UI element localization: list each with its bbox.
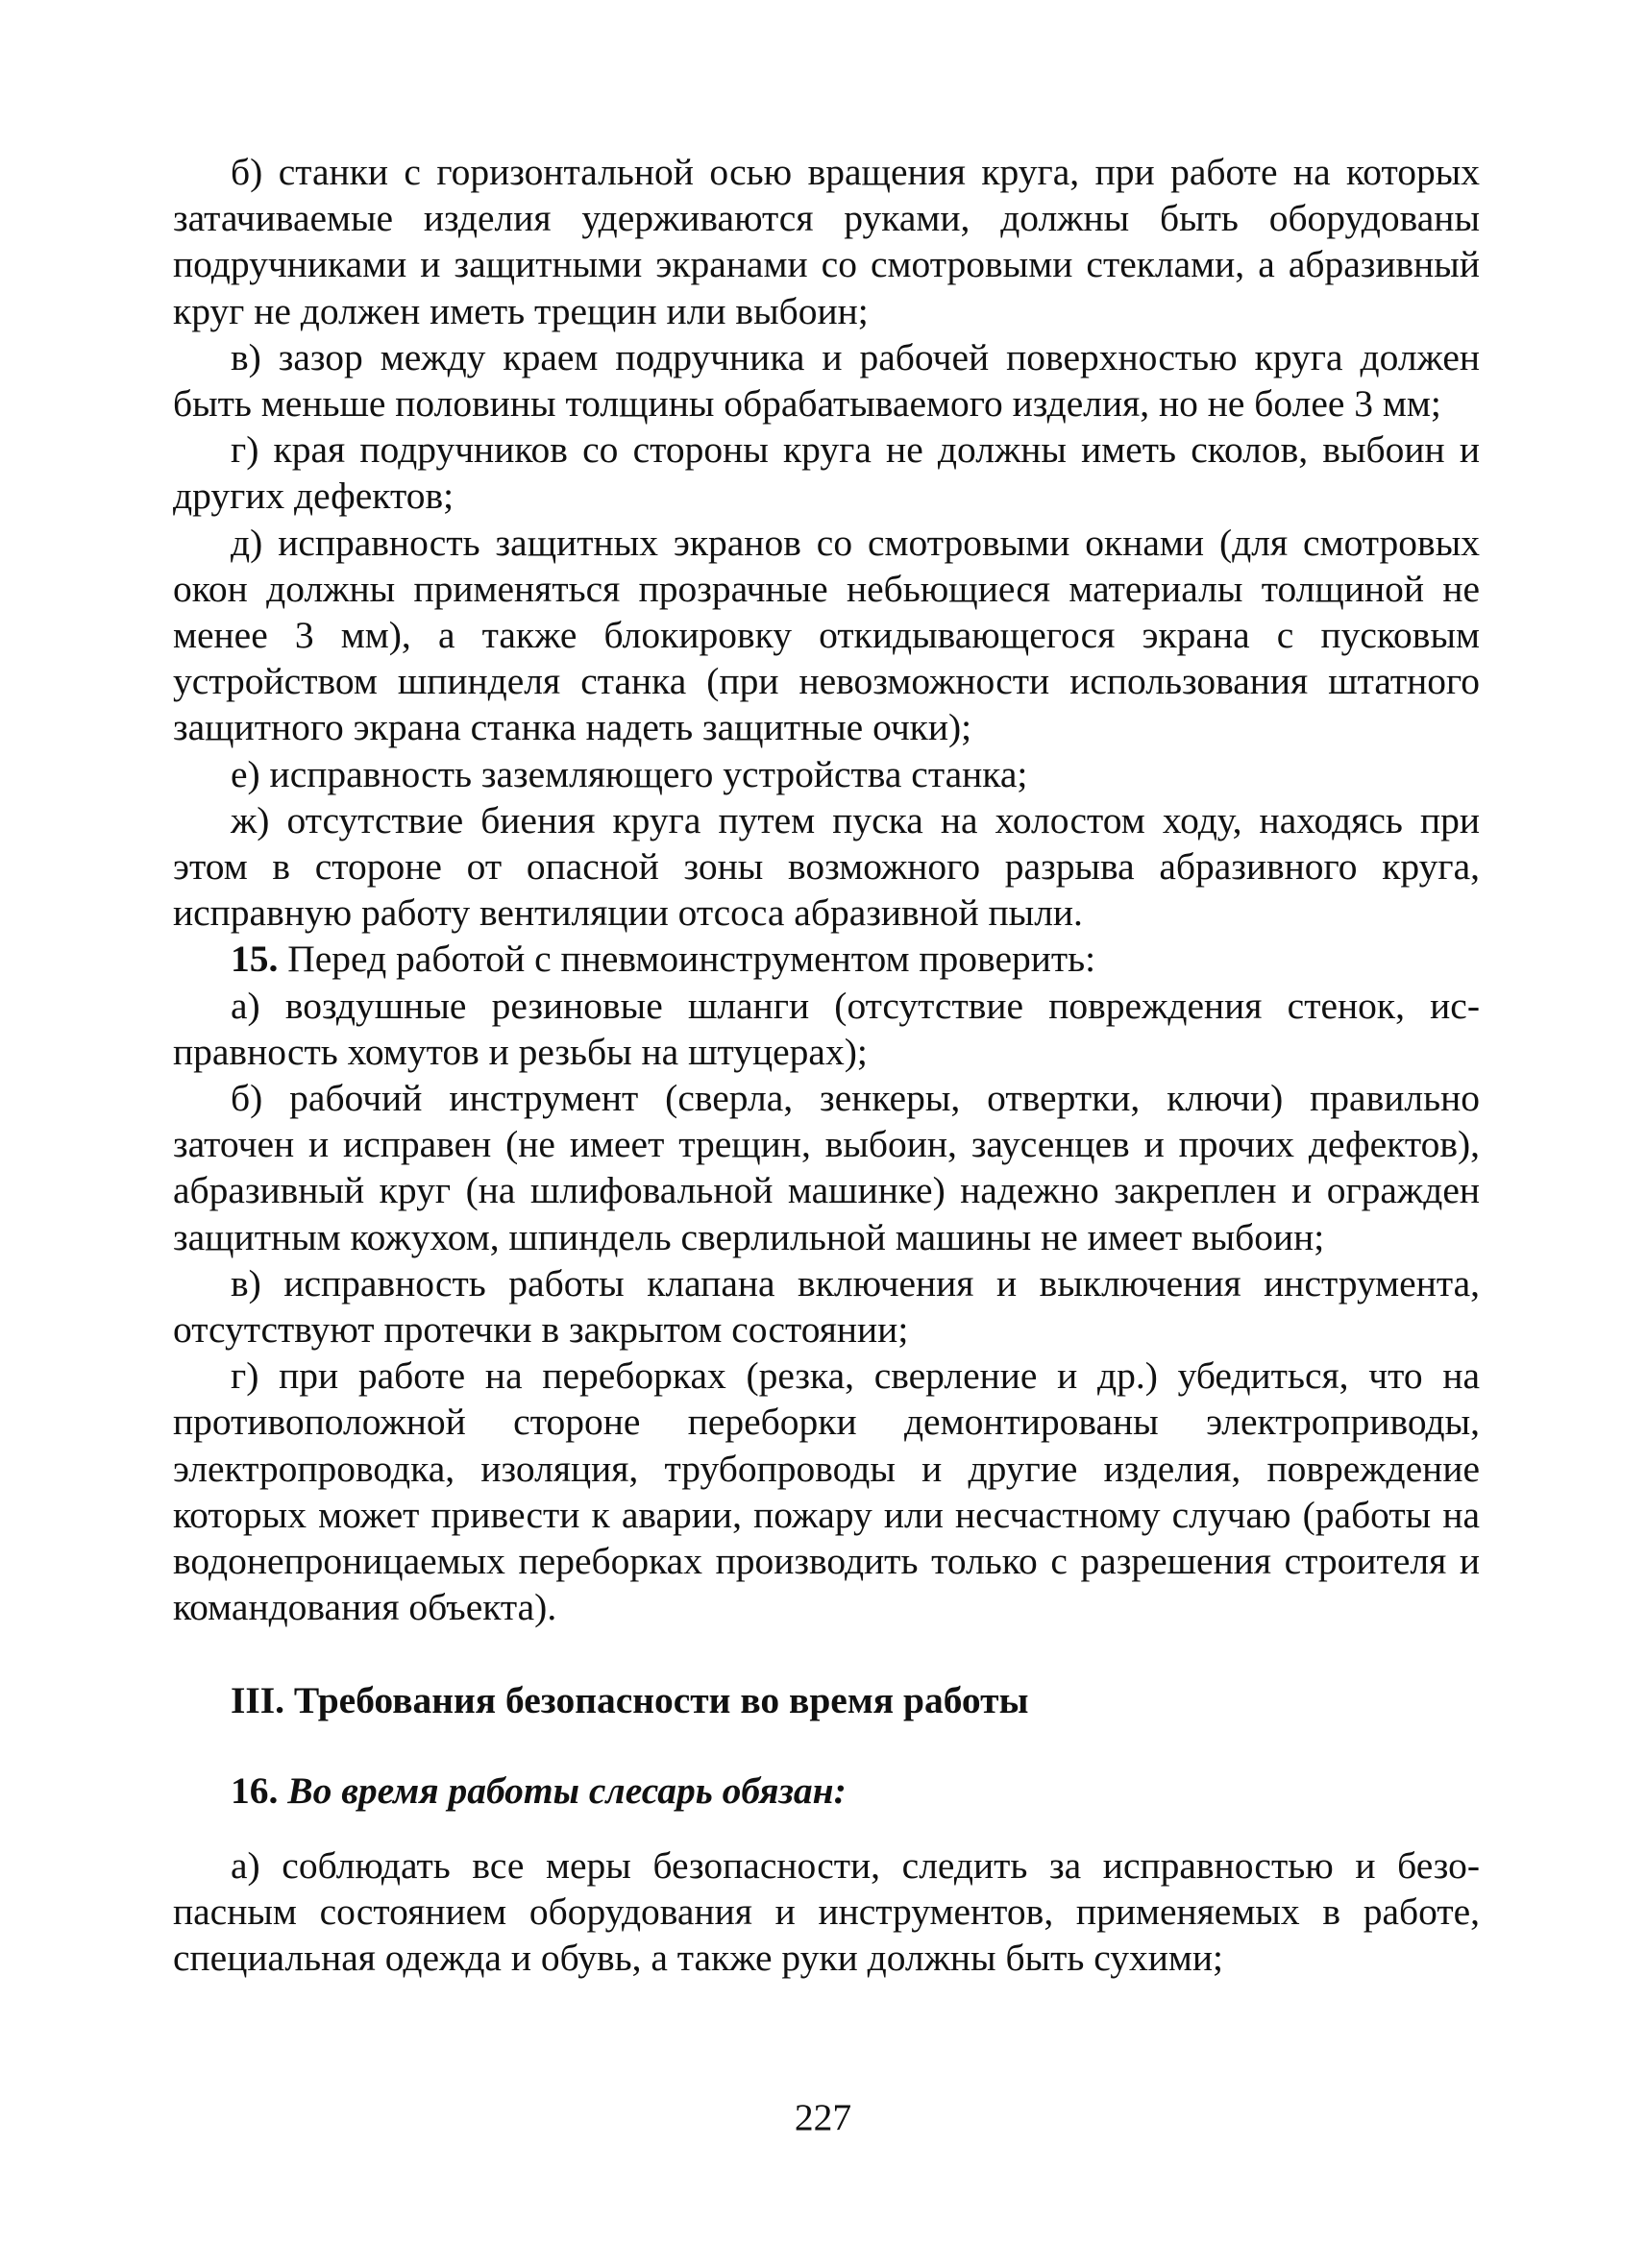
paragraph-15b: б) рабочий инструмент (сверла, зенкеры, отвертки, ключи) правильно заточен и исправен (не имеет трещин, выбоин, заусенцев и прочих дефектов), абразивный круг (на шлифовальной машинке) надежно закреплен и огражден защитным кожухом, шпиндель сверлильной машины не имеет выбоин; (173, 1077, 1480, 1258)
item-16-number: 16. (231, 1768, 279, 1812)
page-number: 227 (794, 2096, 852, 2138)
paragraph-14d: д) исправность защитных экранов со смотровыми окнами (для смотровых окон должны применяться прозрачные небьющиеся материалы толщиной не менее 3 мм), а также блокировку откидывающегося экрана с пусковым устройством шпинделя станка (при невозможности использования штатного защитного экрана станка надеть защитные очки); (173, 521, 1480, 749)
paragraph-14g: г) края подручников со стороны круга не должны иметь сколов, выбоин и других дефектов; (173, 428, 1480, 518)
paragraph-15a: а) воздушные резиновые шланги (отсутствие повреждения стенок, исправность хомутов и резьбы на штуцерах); (173, 984, 1480, 1073)
paragraph-14b: б) станки с горизонтальной осью вращения круга, при работе на которых затачиваемые изделия удерживаются руками, должны быть оборудованы подручниками и защитными экранами со смотровыми стеклами, а абразивный круг не должен иметь трещин или выбоин; (173, 151, 1480, 332)
item-15-number: 15. (231, 938, 279, 981)
item-15-intro (173, 936, 1480, 982)
item-16-title: Во время работы слесарь обязан: (278, 1768, 847, 1812)
paragraph-14zh: ж) отсутствие биения круга путем пуска на холостом ходу, находясь при этом в стороне от опасной зоны возможного разрыва абразивного круга, исправную работу вентиляции отсоса абразивной пыли. (173, 798, 1480, 935)
main-text (173, 149, 1480, 1982)
paragraph-14e: е) исправность заземляющего устройства станка; (231, 752, 1028, 795)
item-15-text: Перед работой с пневмоинструментом проверить: (278, 938, 1096, 981)
paragraph-14v: в) зазор между краем подручника и рабочей поверхностью круга должен быть меньше половины толщины обрабатываемого изделия, но не более 3 мм; (173, 335, 1480, 426)
item-16-heading (173, 1768, 1480, 1814)
paragraph-15v: в) исправность работы клапана включения и выключения инструмента, отсутствуют протечки в закрытом состоянии; (173, 1261, 1480, 1352)
paragraph-16a: а) соблюдать все меры безопасности, следить за исправностью и безопасным состоянием оборудования и инструментов, применяемых в работе, специальная одежда и обувь, а также руки должны быть сухими; (173, 1843, 1480, 1980)
section-heading: III. Требования безопасности во время работы (231, 1678, 1029, 1721)
paragraph-15g: г) при работе на переборках (резка, сверление и др.) убедиться, что на противоположной стороне переборки демонтированы электроприводы, электропроводка, изоляция, трубопроводы и другие изделия, повреждение которых может привести к аварии, пожару или несчастному случаю (работы на водонепроницаемых переборках производить только с разрешения строителя и командования объекта). (173, 1354, 1480, 1629)
